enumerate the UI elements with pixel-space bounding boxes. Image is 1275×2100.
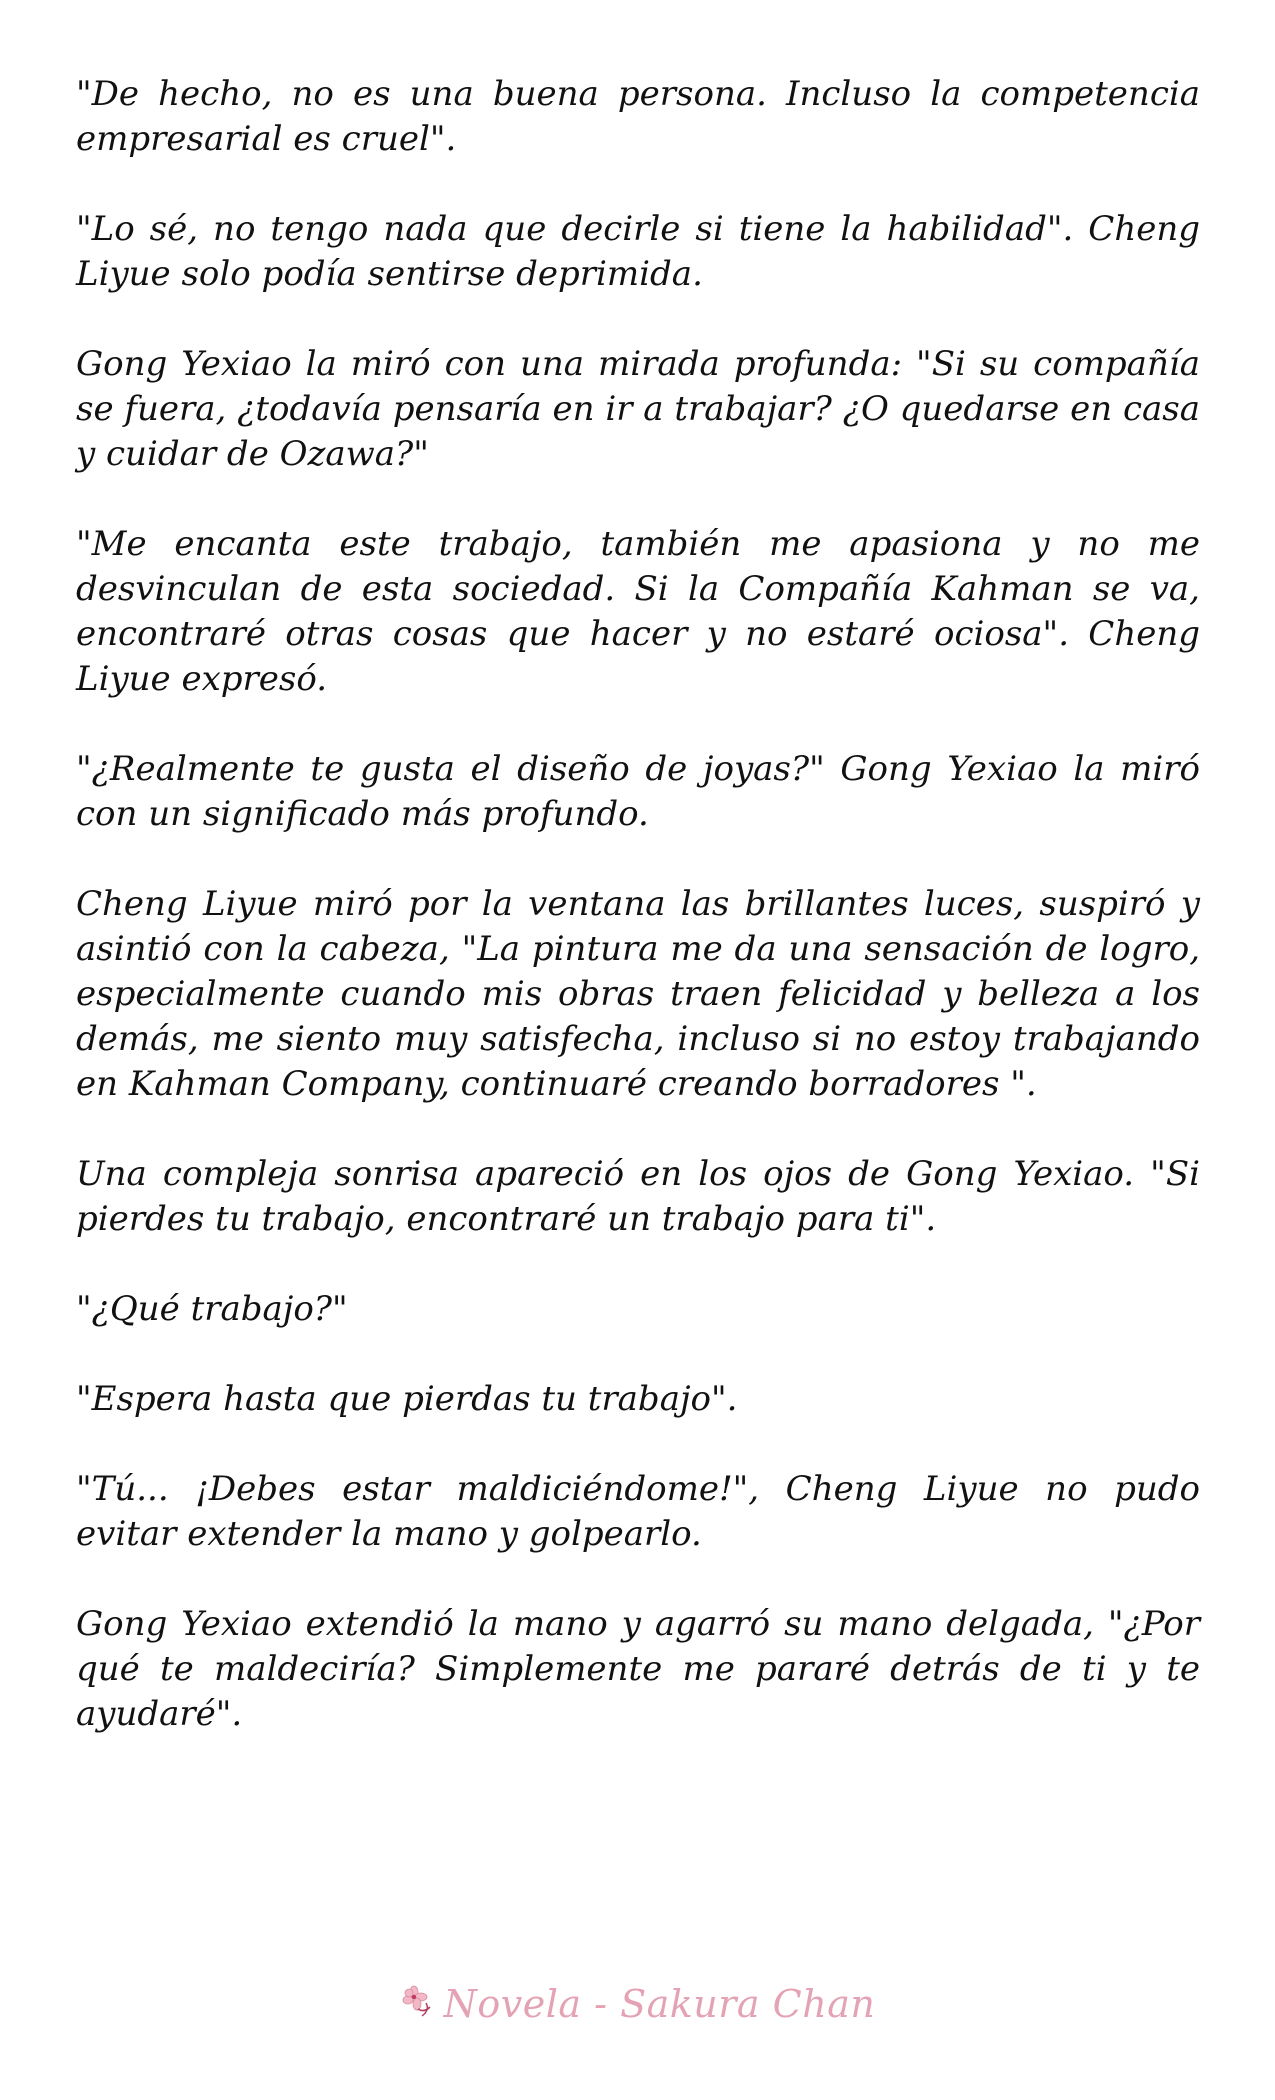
paragraph-1: "De hecho, no es una buena persona. Incluso la competencia empresarial es cruel". — [76, 74, 1200, 159]
watermark-text: Novela - Sakura Chan — [443, 1982, 876, 2026]
paragraph-3: Gong Yexiao la miró con una mirada profunda: "Si su compañía se fuera, ¿todavía pensaría en ir a trabajar? ¿O quedarse en casa y cuidar de Ozawa?" — [76, 344, 1200, 474]
watermark-footer — [0, 1982, 1275, 2026]
paragraph-9: "Espera hasta que pierdas tu trabajo". — [76, 1379, 738, 1419]
paragraph-10: "Tú... ¡Debes estar maldiciéndome!", Cheng Liyue no pudo evitar extender la mano y golpearlo. — [76, 1469, 1200, 1554]
paragraph-4: "Me encanta este trabajo, también me apasiona y no me desvinculan de esta sociedad. Si la Compañía Kahman se va, encontraré otras cosas que hacer y no estaré ociosa". Cheng Liyue expresó. — [76, 524, 1200, 699]
paragraph-6: Cheng Liyue miró por la ventana las brillantes luces, suspiró y asintió con la cabeza, "La pintura me da una sensación de logro, especialmente cuando mis obras traen felicidad y belleza a los demás, me siento muy satisfecha, incluso si no estoy trabajando en Kahman Company, continuaré creando borradores ". — [76, 884, 1200, 1104]
paragraph-5: "¿Realmente te gusta el diseño de joyas?" Gong Yexiao la miró con un significado más profundo. — [76, 749, 1200, 834]
sakura-flower-icon — [400, 1983, 440, 2023]
paragraph-8: "¿Qué trabajo?" — [76, 1289, 348, 1329]
paragraph-7: Una compleja sonrisa apareció en los ojos de Gong Yexiao. "Si pierdes tu trabajo, encontraré un trabajo para ti". — [76, 1154, 1200, 1239]
paragraph-11: Gong Yexiao extendió la mano y agarró su mano delgada, "¿Por qué te maldeciría? Simplemente me pararé detrás de ti y te ayudaré". — [76, 1604, 1200, 1734]
paragraph-2: "Lo sé, no tengo nada que decirle si tiene la habilidad". Cheng Liyue solo podía sentirse deprimida. — [76, 209, 1200, 294]
document-body — [76, 72, 1200, 1782]
